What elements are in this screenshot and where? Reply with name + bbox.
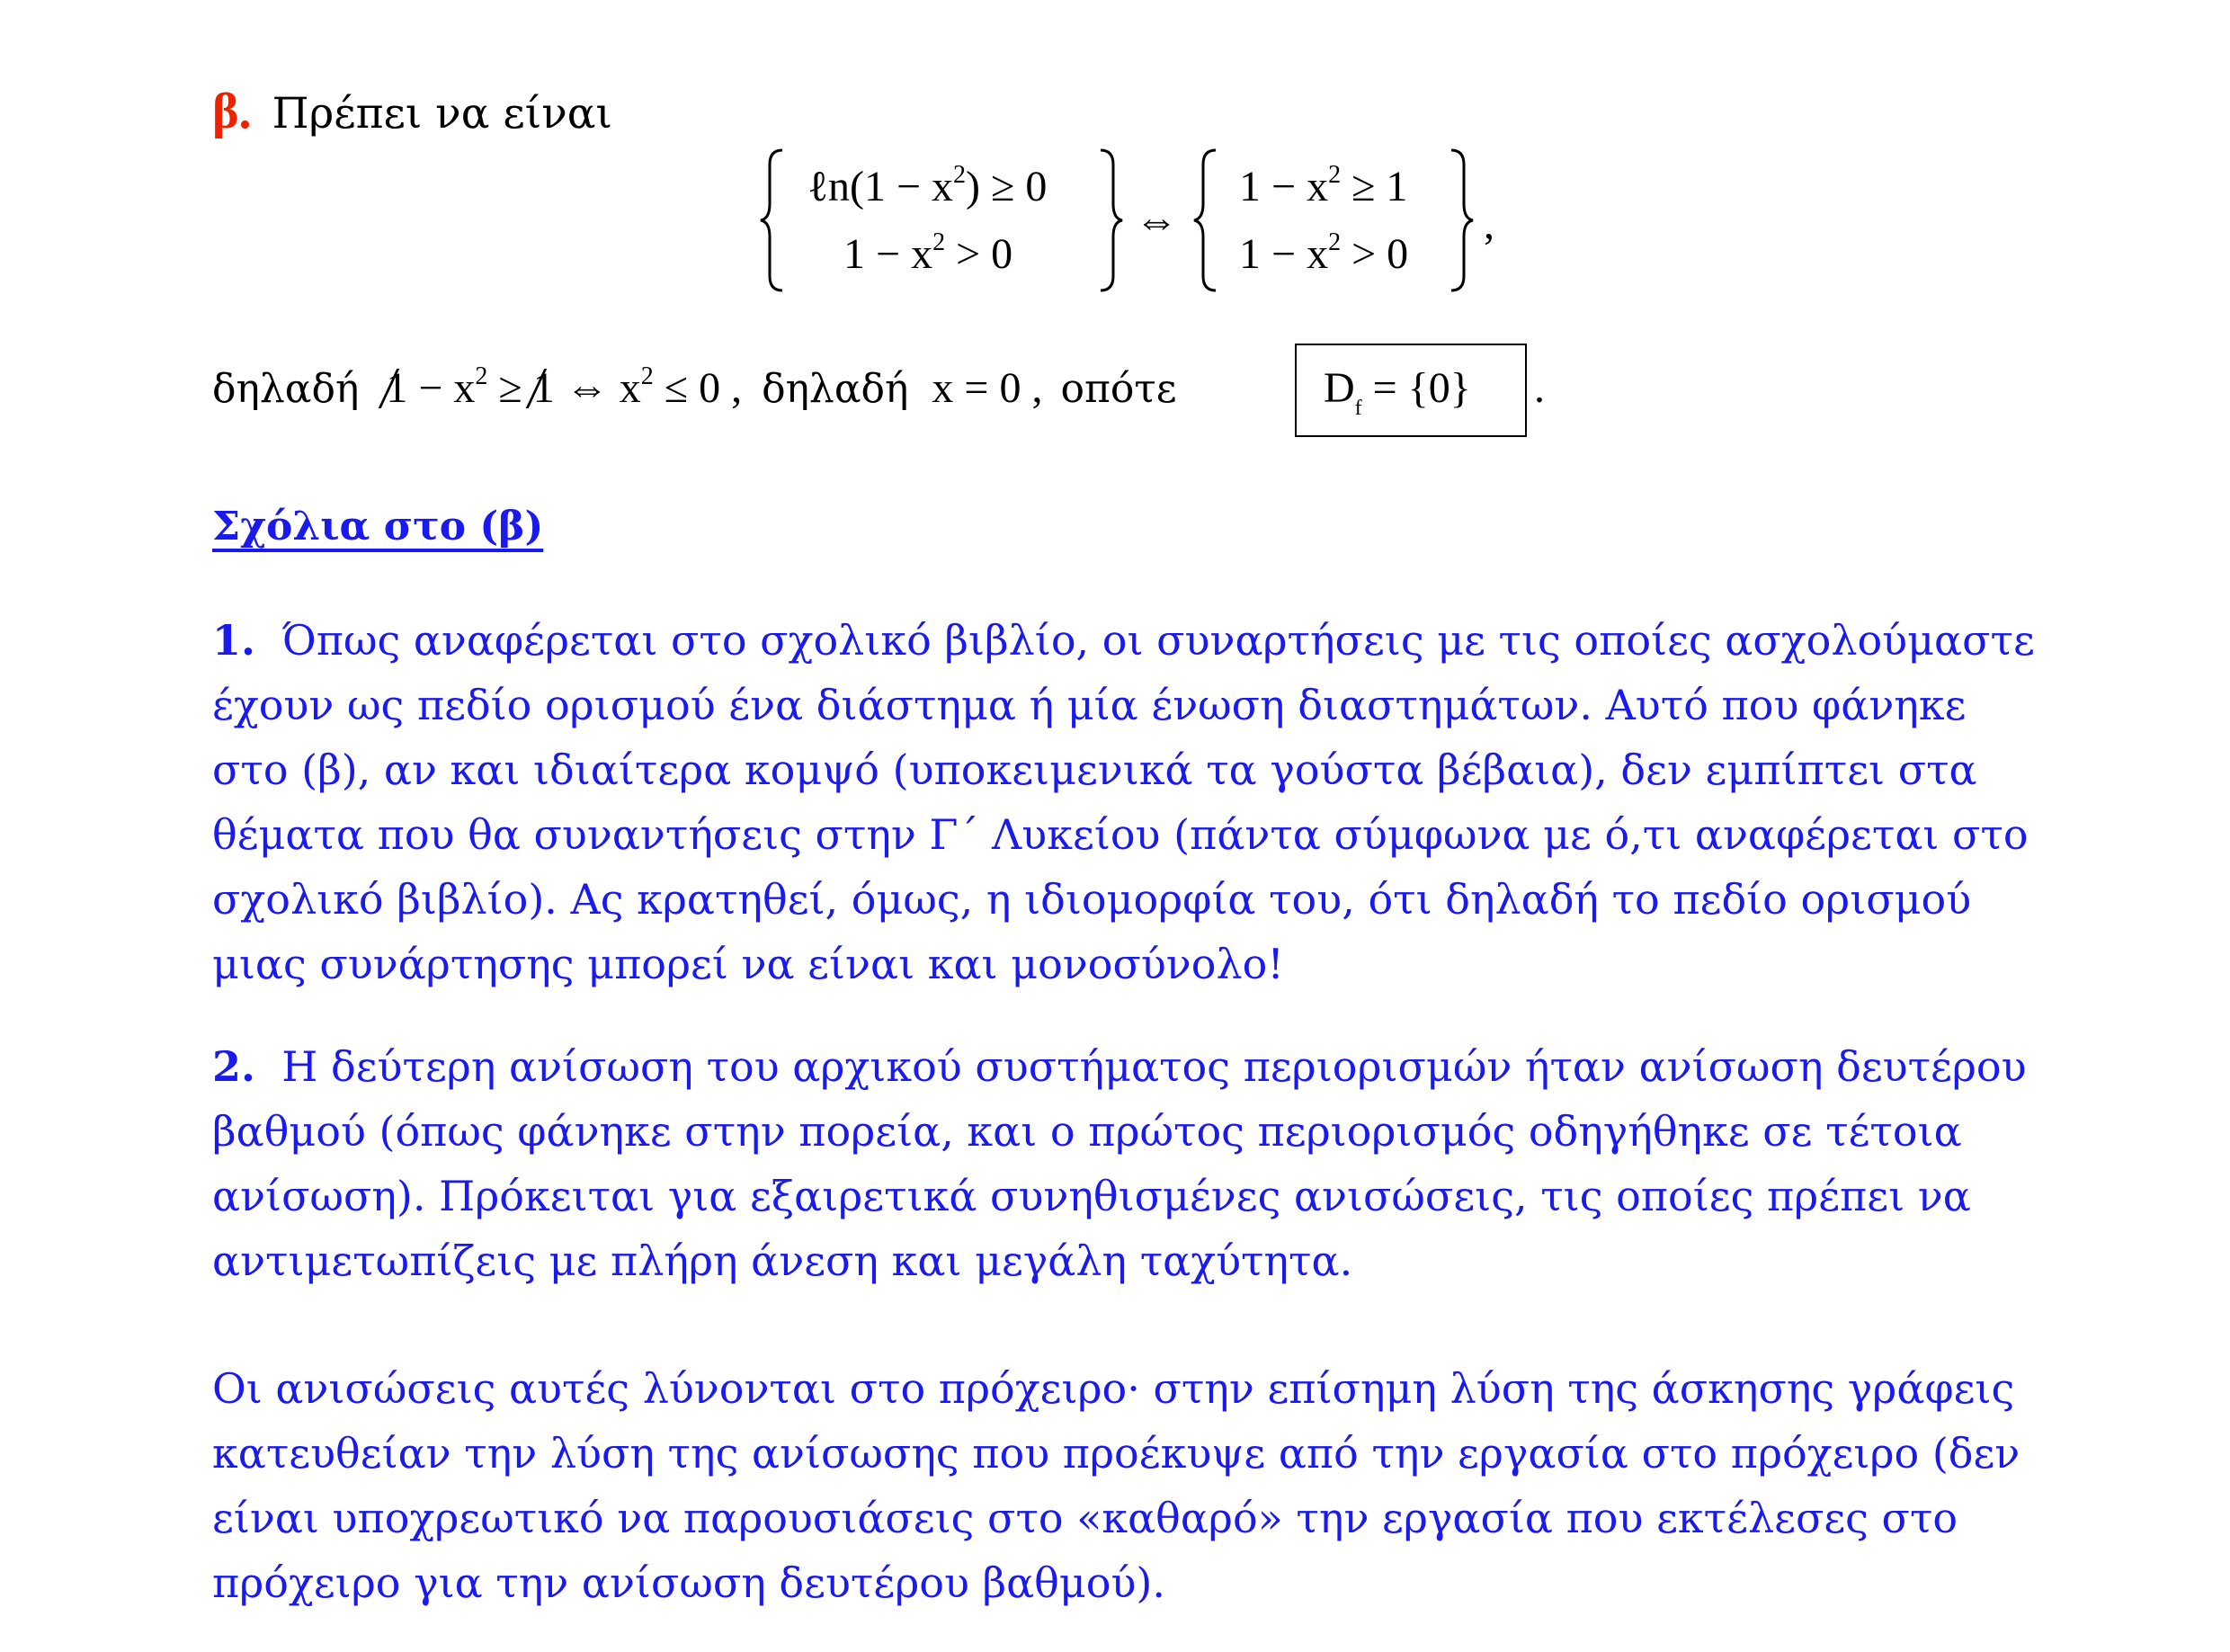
- conclusion-leq-zero: ≤ 0 ,: [653, 364, 743, 412]
- right-line-1: [1239, 162, 1407, 211]
- right-brace-left: [1196, 148, 1223, 292]
- comment-3-line-3: είναι υποχρεωτικό να παρουσιάσεις στο «καθαρό» την εργασία που εκτέλεσες στο: [212, 1494, 1958, 1542]
- conclusion-word-1: δηλαδή: [212, 366, 360, 412]
- left-line-2: [843, 229, 1012, 279]
- comment-1: [212, 608, 2038, 996]
- right-line-1-tail: ≥ 1: [1341, 163, 1408, 210]
- domain-D: D: [1324, 364, 1355, 412]
- domain-answer: [1324, 363, 1471, 420]
- left-line-2-sup: 2: [932, 228, 946, 256]
- cancelled-one-a: 1: [386, 364, 408, 412]
- conclusion-period: .: [1534, 364, 1545, 412]
- right-brace-right: [1448, 148, 1475, 292]
- comment-2-line-3: ανίσωση). Πρόκειται για εξαιρετικά συνηθισμένες ανισώσεις, τις οποίες πρέπει να: [212, 1172, 1971, 1220]
- comment-1-line-6: μιας συνάρτησης μπορεί να είναι και μονοσύνολο!: [212, 940, 1284, 988]
- comment-2-line-1: [212, 1034, 2038, 1099]
- comment-3-line-2: κατευθείαν την λύση της ανίσωσης που προέκυψε από την εργασία στο πρόχειρο (δεν: [212, 1429, 2020, 1478]
- comment-1-line-3: στο (β), αν και ιδιαίτερα κομψό (υποκειμενικά τα γούστα βέβαια), δεν εμπίπτει στα: [212, 746, 1977, 794]
- comment-2-number: 2.: [212, 1042, 256, 1091]
- comment-1-number: 1.: [212, 616, 256, 665]
- cancelled-one-b: 1: [532, 364, 555, 412]
- conclusion-geq: ≥: [487, 364, 533, 412]
- comment-2-text-1: Η δεύτερη ανίσωση του αρχικού συστήματος περιορισμών ήταν ανίσωση δευτέρου: [281, 1042, 2027, 1091]
- domain-rest: = {0}: [1361, 364, 1471, 412]
- equivalence-sign: ⇔: [1135, 197, 1178, 245]
- right-line-1-sup: 2: [1328, 161, 1342, 189]
- left-line-1: [807, 162, 1047, 211]
- comments-title: Σχόλια στο (β): [212, 504, 544, 549]
- domain-sub-f: f: [1354, 397, 1362, 420]
- part-b-intro: Πρέπει να είναι: [272, 89, 612, 138]
- conclusion-word-3: οπότε: [1060, 366, 1177, 412]
- right-line-1-head: 1 − x: [1239, 163, 1329, 210]
- left-brace-left: [763, 148, 789, 292]
- conclusion-minus-x: − x: [407, 364, 476, 412]
- conclusion-x-eq: x = 0 ,: [932, 364, 1043, 412]
- comment-2-line-4: αντιμετωπίζεις με πλήρη άνεση και μεγάλη ταχύτητα.: [212, 1237, 1353, 1285]
- conclusion-equiv-x: ⇔ x: [554, 364, 641, 412]
- system-comma: ,: [1484, 201, 1494, 248]
- right-line-2-tail: > 0: [1341, 230, 1409, 278]
- left-line-1-sup: 2: [953, 161, 967, 189]
- comment-1-line-4: θέματα που θα συναντήσεις στην Γ΄ Λυκείου (πάντα σύμφωνα με ό,τι αναφέρεται στο: [212, 810, 2029, 859]
- conclusion-sup-1: 2: [475, 362, 488, 390]
- part-b-label: β.: [212, 84, 252, 139]
- conclusion-line: [212, 363, 1177, 413]
- comment-1-line-2: έχουν ως πεδίο ορισμού ένα διάστημα ή μία ένωση διαστημάτων. Αυτό που φάνηκε: [212, 681, 1967, 729]
- left-line-1-tail: ) ≥ 0: [966, 163, 1048, 210]
- conclusion-word-2: δηλαδή: [762, 366, 909, 412]
- left-line-2-head: 1 − x: [843, 230, 933, 278]
- left-line-2-tail: > 0: [945, 230, 1013, 278]
- part-b-heading: [212, 83, 612, 141]
- right-line-2-sup: 2: [1328, 228, 1342, 256]
- left-brace-right: [1097, 148, 1124, 292]
- comment-2-line-2: βαθμού (όπως φάνηκε στην πορεία, και ο πρώτος περιορισμός οδηγήθηκε σε τέτοια: [212, 1107, 1962, 1156]
- comment-3-line-4: πρόχειρο για την ανίσωση δευτέρου βαθμού).: [212, 1558, 1165, 1607]
- right-line-2: [1239, 229, 1408, 279]
- left-line-1-head: ℓn(1 − x: [807, 163, 954, 210]
- comment-1-line-1: [212, 608, 2038, 673]
- comment-3: [212, 1356, 2038, 1615]
- right-line-2-head: 1 − x: [1239, 230, 1329, 278]
- comment-3-line-1: Οι ανισώσεις αυτές λύνονται στο πρόχειρο· στην επίσημη λύση της άσκησης γράφεις: [212, 1364, 2015, 1413]
- comment-1-line-5: σχολικό βιβλίο). Ας κρατηθεί, όμως, η ιδιομορφία του, ότι δηλαδή το πεδίο ορισμού: [212, 875, 1972, 924]
- conclusion-sup-2: 2: [640, 362, 654, 390]
- comment-2: [212, 1034, 2038, 1293]
- comment-1-text-1: Όπως αναφέρεται στο σχολικό βιβλίο, οι συναρτήσεις με τις οποίες ασχολούμαστε: [281, 616, 2035, 665]
